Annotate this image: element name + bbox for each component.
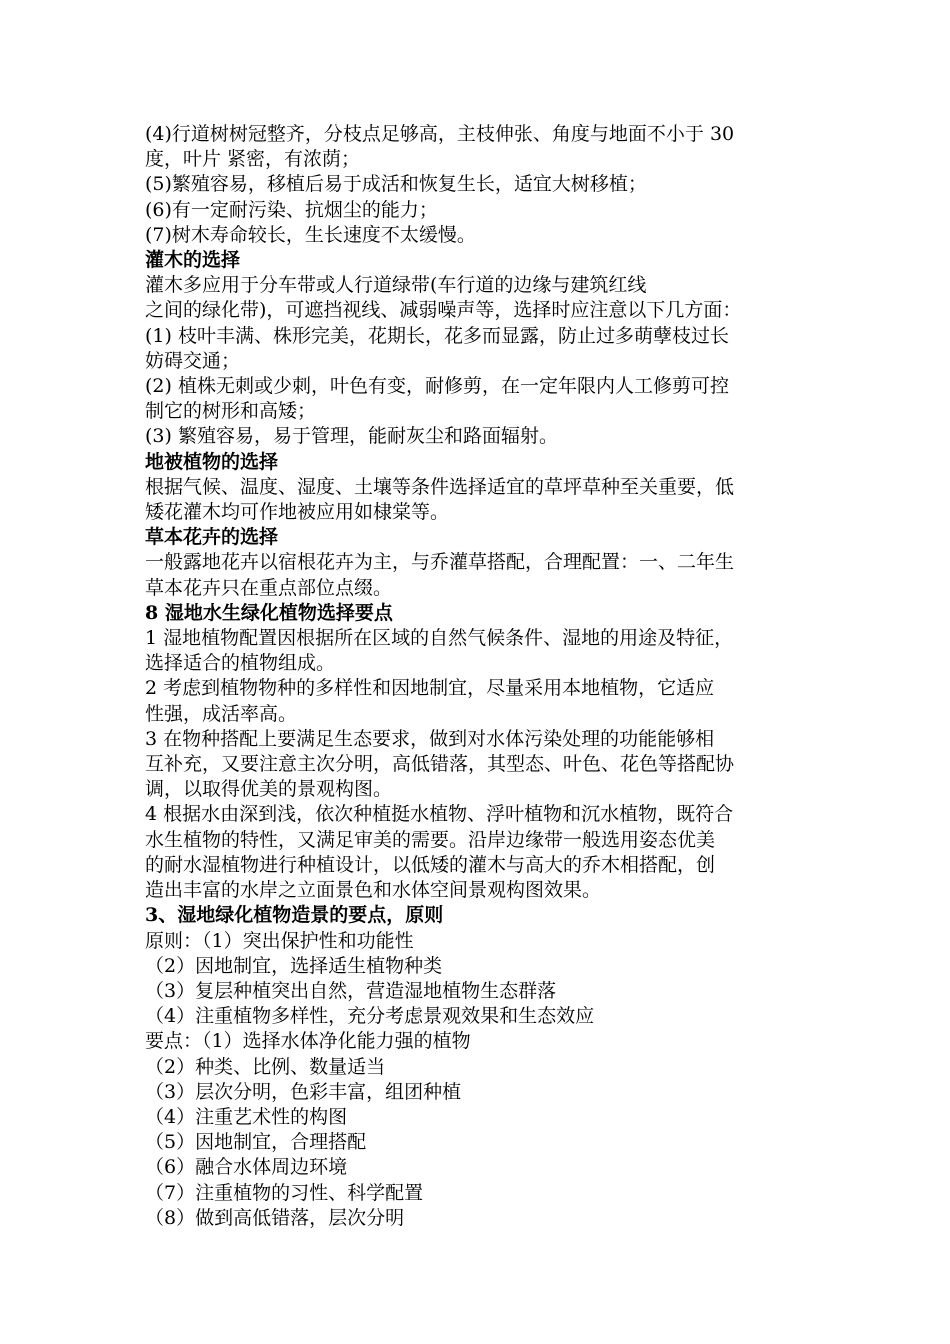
section-heading: 灌木的选择: [145, 249, 241, 272]
text-line: 水生植物的特性，又满足审美的需要。沿岸边缘带一般选用姿态优美: [145, 828, 716, 851]
text-line: 4 根据水由深到浅，依次种植挺水植物、浮叶植物和沉水植物，既符合: [145, 803, 734, 826]
text-line: (5)繁殖容易，移植后易于成活和恢复生长，适宜大树移植；: [145, 173, 647, 196]
text-line: （3）复层种植突出自然，营造湿地植物生态群落: [145, 979, 557, 1002]
text-line: 要点：（1）选择水体净化能力强的植物: [145, 1030, 471, 1053]
text-line: 之间的绿化带)，可遮挡视线、减弱噪声等，选择时应注意以下几方面：: [145, 299, 742, 322]
text-line: 草本花卉只在重点部位点缀。: [145, 576, 393, 599]
section-heading: 地被植物的选择: [145, 450, 279, 473]
text-line: (3) 繁殖容易，易于管理，能耐灰尘和路面辐射。: [145, 425, 558, 448]
section-heading: 8 湿地水生绿化植物选择要点: [145, 601, 393, 624]
text-line: 2 考虑到植物物种的多样性和因地制宜，尽量采用本地植物，它适应: [145, 677, 715, 700]
text-line: 互补充，又要注意主次分明，高低错落，其型态、叶色、花色等搭配协: [145, 753, 735, 776]
text-line: （5）因地制宜，合理搭配: [145, 1131, 367, 1154]
text-line: 调，以取得优美的景观构图。: [145, 778, 393, 801]
text-line: 选择适合的植物组成。: [145, 652, 336, 675]
text-line: （8）做到高低错落，层次分明: [145, 1206, 405, 1229]
section-heading: 3、湿地绿化植物造景的要点，原则: [145, 904, 444, 927]
text-line: 原则：（1）突出保护性和功能性: [145, 929, 414, 952]
text-line: （4）注重艺术性的构图: [145, 1105, 348, 1128]
text-line: (2) 植株无刺或少刺，叶色有变，耐修剪，在一定年限内人工修剪可控: [145, 375, 729, 398]
text-line: 3 在物种搭配上要满足生态要求，做到对水体污染处理的功能能够相: [145, 727, 715, 750]
text-line: 矮花灌木均可作地被应用如棣棠等。: [145, 501, 450, 524]
text-line: 造出丰富的水岸之立面景色和水体空间景观构图效果。: [145, 879, 602, 902]
text-line: (6)有一定耐污染、抗烟尘的能力；: [145, 198, 438, 221]
text-line: (7)树木寿命较长，生长速度不太缓慢。: [145, 223, 476, 246]
text-line: （2）种类、比例、数量适当: [145, 1055, 386, 1078]
text-line: 一般露地花卉以宿根花卉为主，与乔灌草搭配，合理配置：一、二年生: [145, 551, 735, 574]
document-page: [145, 122, 825, 1231]
text-line: 灌木多应用于分车带或人行道绿带(车行道的边缘与建筑红线: [145, 274, 647, 297]
section-heading: 草本花卉的选择: [145, 526, 279, 549]
text-line: 制它的树形和高矮；: [145, 400, 317, 423]
text-line: （7）注重植物的习性、科学配置: [145, 1181, 424, 1204]
text-line: （4）注重植物多样性，充分考虑景观效果和生态效应: [145, 1005, 595, 1028]
text-line: (1) 枝叶丰满、株形完美，花期长，花多而显露，防止过多萌孽枝过长: [145, 324, 729, 347]
text-line: (4)行道树树冠整齐，分枝点足够高，主枝伸张、角度与地面不小于 30: [145, 123, 735, 145]
text-line: 性强，成活率高。: [145, 702, 298, 725]
text-line: 1 湿地植物配置因根据所在区域的自然气候条件、湿地的用途及特征，: [145, 627, 734, 650]
text-line: 的耐水湿植物进行种植设计，以低矮的灌木与高大的乔木相搭配，创: [145, 853, 716, 876]
text-line: 度，叶片 紧密，有浓荫；: [145, 148, 361, 171]
text-line: （3）层次分明，色彩丰富，组团种植: [145, 1080, 462, 1103]
text-line: 妨碍交通；: [145, 349, 241, 372]
text-line: （2）因地制宜，选择适生植物种类: [145, 954, 443, 977]
text-line: （6）融合水体周边环境: [145, 1156, 348, 1179]
text-line: 根据气候、温度、湿度、土壤等条件选择适宜的草坪草种至关重要，低: [145, 475, 735, 498]
